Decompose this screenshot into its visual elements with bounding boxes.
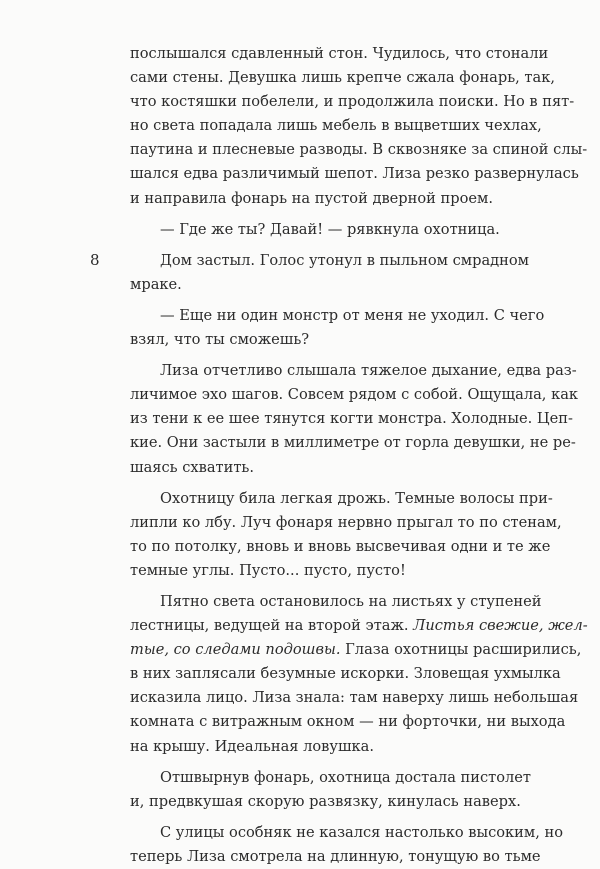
text-line: исказила лицо. Лиза знала: там наверху лишь небольшая <box>130 689 579 707</box>
text-line: теперь Лиза смотрела на длинную, тонущую во тьме <box>130 847 541 865</box>
text-line: кие. Они застыли в миллиметре от горла девушки, не ре- <box>130 434 576 452</box>
text-line: мраке. <box>130 275 182 293</box>
text-line: послышался сдавленный стон. Чудилось, что стонали <box>130 45 549 62</box>
text-line: взял, что ты сможешь? <box>130 331 310 349</box>
text-line: паутина и плесневые разводы. В сквозняке за спиной слы- <box>130 141 588 159</box>
italic-fragment: Листья свежие, жел- <box>413 617 588 635</box>
text-line: лестницы, ведущей на второй этаж. Листья свежие, жел- <box>130 617 588 635</box>
text-block <box>130 42 588 869</box>
text-line: на крышу. Идеальная ловушка. <box>130 737 375 755</box>
text-line: темные углы. Пусто... пусто, пусто! <box>130 561 406 579</box>
text-line: личимое эхо шагов. Совсем рядом с собой. Ощущала, как <box>130 386 579 404</box>
text-line: комната с витражным окном — ни форточки, ни выхода <box>130 713 566 731</box>
paragraph-gap <box>130 242 502 249</box>
text-line: шаясь схватить. <box>130 458 255 476</box>
paragraph-gap <box>130 814 502 821</box>
paragraph-gap <box>130 211 502 218</box>
paragraph-gap <box>130 352 502 359</box>
italic-fragment: тые, со следами подошвы. <box>130 641 341 659</box>
text-line: липли ко лбу. Луч фонаря нервно прыгал то по стенам, <box>130 513 562 531</box>
text-line: С улицы особняк не казался настолько высоким, но <box>160 823 564 841</box>
text-line: Пятно света остановилось на листьях у ступеней <box>160 592 542 610</box>
text-line: сами стены. Девушка лишь крепче сжала фонарь, так, <box>130 69 555 87</box>
page-number: 8 <box>90 251 100 269</box>
paragraph-gap <box>130 480 502 487</box>
text-line: и направила фонарь на пустой дверной проем. <box>130 189 493 207</box>
text-line: но света попадала лишь мебель в выцветших чехлах, <box>130 117 542 135</box>
text-line: — Где же ты? Давай! — рявкнула охотница. <box>160 220 500 238</box>
text-line: в них заплясали безумные искорки. Зловещая ухмылка <box>130 665 561 683</box>
paragraph-gap <box>130 297 502 304</box>
text-line: из тени к ее шее тянутся когти монстра. Холодные. Цеп- <box>130 410 573 428</box>
text-line: Отшвырнув фонарь, охотница достала пистолет <box>160 768 532 786</box>
text-line: шался едва различимый шепот. Лиза резко развернулась <box>130 165 579 183</box>
text-line: Лиза отчетливо слышала тяжелое дыхание, едва раз- <box>160 362 577 380</box>
text-line: то по потолку, вновь и вновь высвечивая одни и те же <box>130 537 551 555</box>
text-line: Охотницу била легкая дрожь. Темные волосы при- <box>160 489 553 507</box>
paragraph-gap <box>130 583 502 590</box>
paragraph-gap <box>130 759 502 766</box>
text-line: и, предвкушая скорую развязку, кинулась наверх. <box>130 792 521 810</box>
text-line: тые, со следами подошвы. Глаза охотницы расширились, <box>130 641 582 659</box>
text-line: — Еще ни один монстр от меня не уходил. С чего <box>160 306 545 324</box>
text-line: что костяшки побелели, и продолжила поиски. Но в пят- <box>130 93 575 111</box>
text-line: Дом застыл. Голос утонул в пыльном смрадном <box>160 251 530 269</box>
